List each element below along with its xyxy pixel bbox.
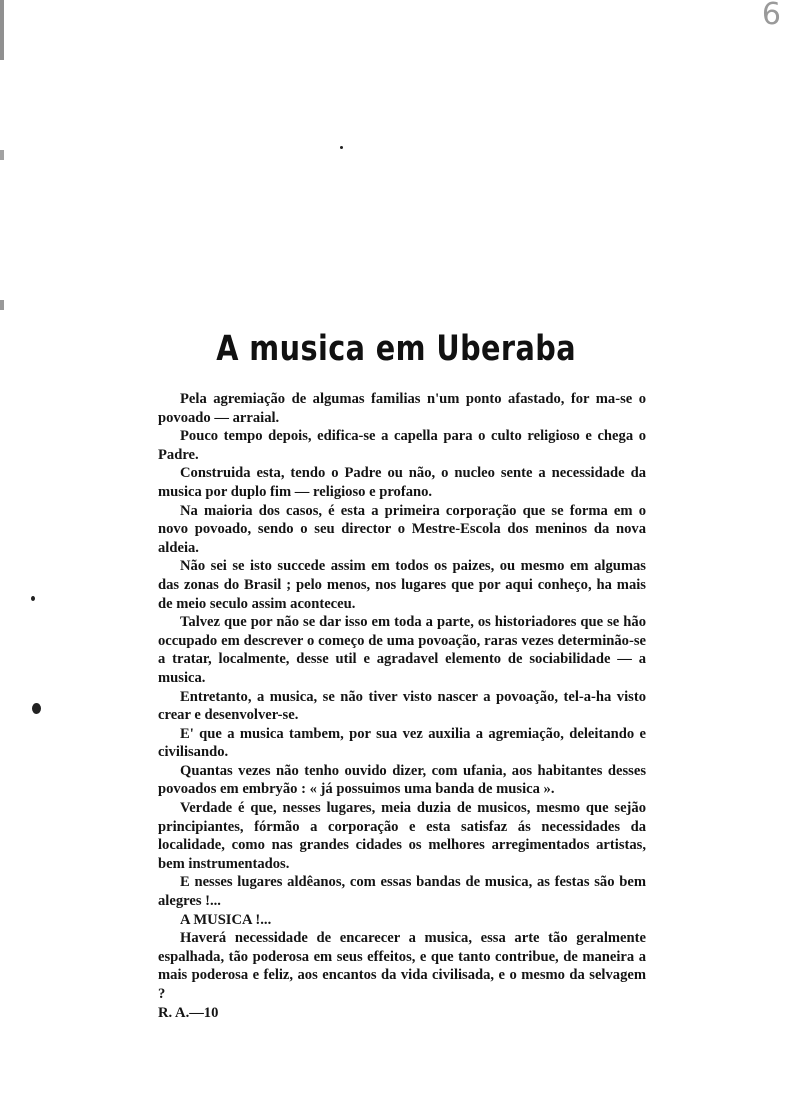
paragraph: Haverá necessidade de encarecer a musica, essa arte tão geralmente espalhada, tão poderosa em seus effeitos, e que tanto contribue, de maneira a mais poderosa e feliz, aos encantos da vida civilisada, e o mesmo da selvagem ? [158, 930, 646, 1002]
paragraph: Quantas vezes não tenho ouvido dizer, com ufania, aos habitantes desses povoados em embryão : « já possuimos uma banda de musica ». [158, 762, 646, 798]
paragraph: Não sei se isto succede assim em todos os paizes, ou mesmo em algumas das zonas do Brasil ; pelo menos, nos lugares que por aqui conheço, ha mais de meio seculo assim aconteceu. [158, 558, 646, 612]
scan-left-edge [0, 0, 4, 1111]
scan-speck [32, 703, 41, 714]
page-number: 6 [761, 0, 781, 32]
paragraph: E' que a musica tambem, por sua vez auxilia a agremiação, deleitando e civilisando. [158, 725, 646, 761]
scan-speck [340, 146, 343, 149]
scan-speck [31, 596, 35, 601]
signature: R. A.—10 [158, 1004, 219, 1021]
paragraph: Talvez que por não se dar isso em toda a parte, os historiadores que se hão occupado em descrever o começo de uma povoação, raras vezes determinão-se a tratar, localmente, desse util e agradavel elemento de sociabilidade — a musica. [158, 614, 646, 686]
document-body [158, 390, 646, 1022]
paragraph: Entretanto, a musica, se não tiver visto nascer a povoação, tel-a-ha visto crear e desenvolver-se. [158, 688, 646, 724]
paragraph: E nesses lugares aldêanos, com essas bandas de musica, as festas são bem alegres !... [158, 874, 646, 910]
paragraph: Verdade é que, nesses lugares, meia duzia de musicos, mesmo que sejão principiantes, fórmão a corporação e esta satisfaz ás necessidades da localidade, como nas grandes cidades os melhores arregimentados artistas, bem instrumentados. [158, 800, 646, 872]
paragraph: A MUSICA !... [180, 911, 272, 928]
paragraph: Construida esta, tendo o Padre ou não, o nucleo sente a necessidade da musica por duplo fim — religioso e profano. [158, 465, 646, 500]
paragraph: Na maioria dos casos, é esta a primeira corporação que se forma em o novo povoado, sendo o seu director o Mestre-Escola dos meninos da nova aldeia. [158, 502, 646, 556]
paragraph: Pouco tempo depois, edifica-se a capella para o culto religioso e chega o Padre. [158, 428, 646, 463]
paragraph: Pela agremiação de algumas familias n'um ponto afastado, for ma-se o povoado — arraial. [158, 391, 646, 426]
page-title: A musica em Uberaba [216, 329, 577, 370]
